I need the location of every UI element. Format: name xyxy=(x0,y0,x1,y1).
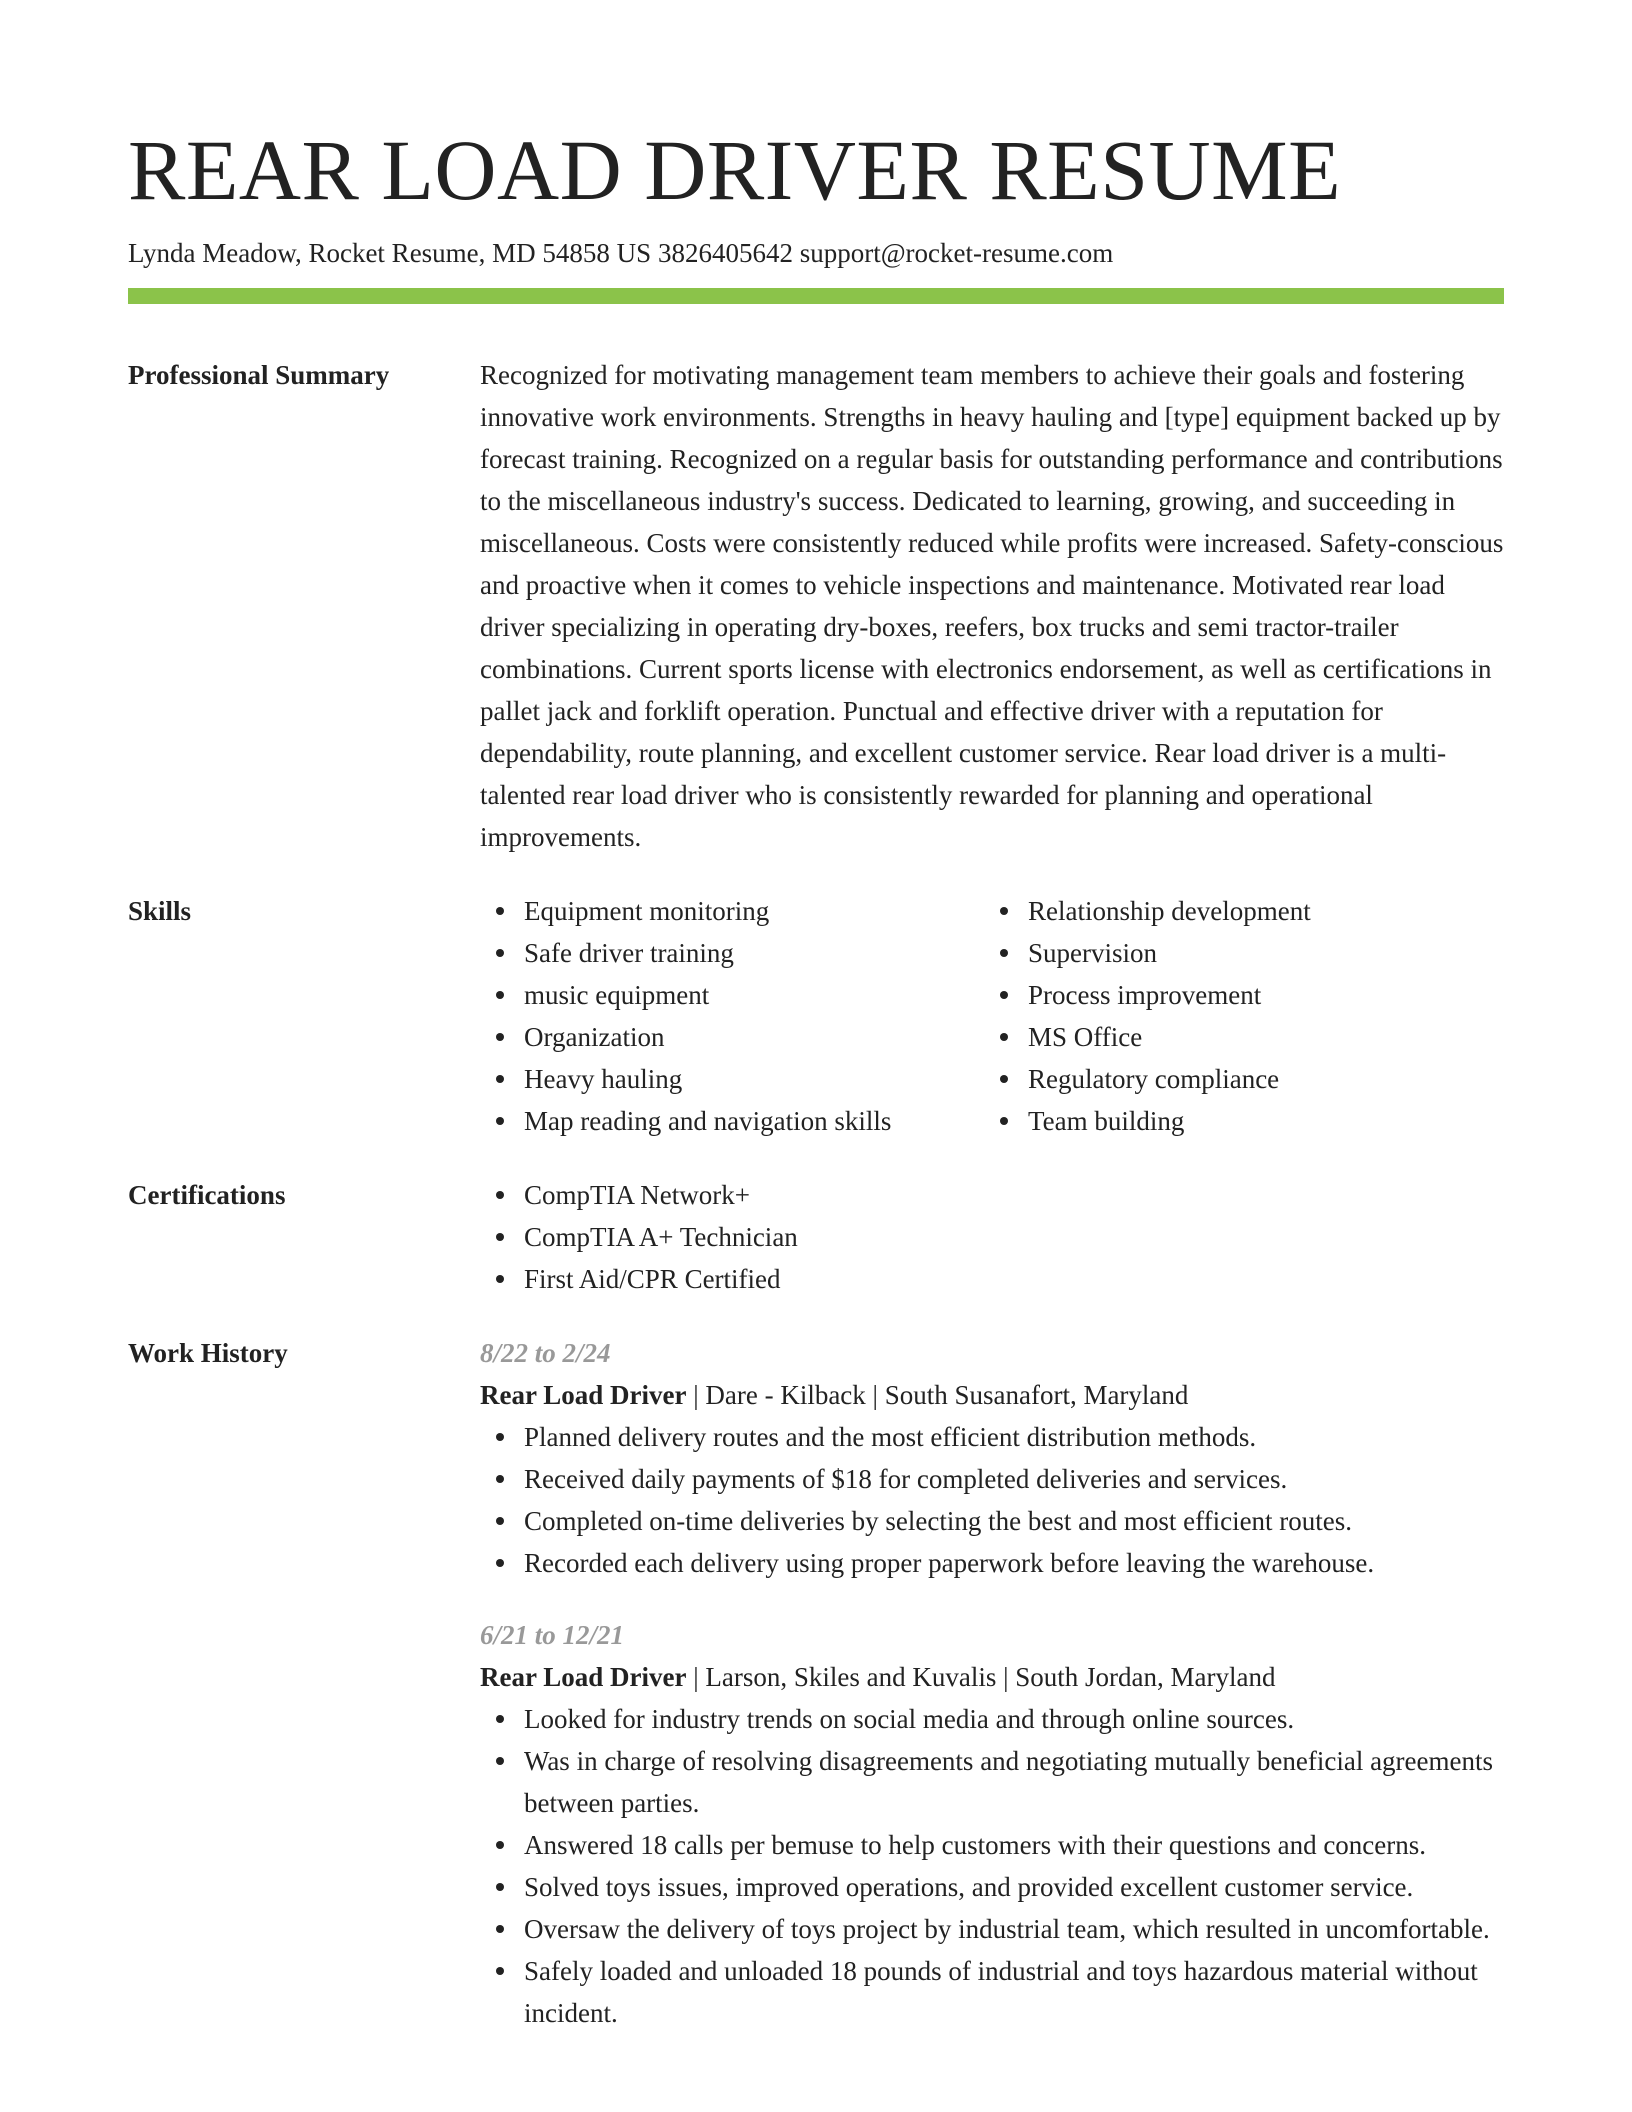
skill-item: music equipment xyxy=(480,974,984,1016)
skill-item: Team building xyxy=(984,1100,1488,1142)
job-dates: 8/22 to 2/24 xyxy=(480,1338,611,1368)
job-employer-location: | Larson, Skiles and Kuvalis | South Jordan, Maryland xyxy=(686,1662,1276,1692)
job-bullet: Oversaw the delivery of toys project by industrial team, which resulted in uncomfortable. xyxy=(480,1908,1504,1950)
job-bullet: Recorded each delivery using proper paperwork before leaving the warehouse. xyxy=(480,1542,1504,1584)
skill-item: MS Office xyxy=(984,1016,1488,1058)
job-title: Rear Load Driver xyxy=(480,1662,687,1692)
resume-page xyxy=(128,0,1504,2034)
skill-item: Equipment monitoring xyxy=(480,890,984,932)
job-bullet-list xyxy=(480,1416,1504,1584)
section-label-skills: Skills xyxy=(128,896,192,926)
skill-item: Heavy hauling xyxy=(480,1058,984,1100)
skill-item: Process improvement xyxy=(984,974,1488,1016)
job-bullet: Planned delivery routes and the most efficient distribution methods. xyxy=(480,1416,1504,1458)
job-bullet: Solved toys issues, improved operations, and provided excellent customer service. xyxy=(480,1866,1504,1908)
skill-item: Organization xyxy=(480,1016,984,1058)
summary-text: Recognized for motivating management team members to achieve their goals and fostering innovative work environments. Strengths in heavy hauling and [type] equipment backed up by forecast training. Recognized on a regular basis for outstanding performance and contributions to the miscellaneous industry's success. Dedicated to learning, growing, and succeeding in miscellaneous. Costs were consistently reduced while profits were increased. Safety-conscious and proactive when it comes to vehicle inspections and maintenance. Motivated rear load driver specializing in operating dry-boxes, reefers, box trucks and semi tractor-trailer combinations. Current sports license with electronics endorsement, as well as certifications in pallet jack and forklift operation. Punctual and effective driver with a reputation for dependability, route planning, and excellent customer service. Rear load driver is a multi-talented rear load driver who is consistently rewarded for planning and operational improvements. xyxy=(480,360,1504,852)
skills-list-left xyxy=(480,890,984,1142)
job-bullet: Answered 18 calls per bemuse to help customers with their questions and concerns. xyxy=(480,1824,1504,1866)
header-accent-rule xyxy=(128,288,1504,304)
skill-item: Relationship development xyxy=(984,890,1488,932)
section-label-summary: Professional Summary xyxy=(128,360,390,390)
job-bullet: Was in charge of resolving disagreements and negotiating mutually beneficial agreements between parties. xyxy=(480,1740,1504,1824)
professional-summary-section xyxy=(128,304,1504,858)
certification-item: CompTIA Network+ xyxy=(480,1174,1504,1216)
section-label-work-history: Work History xyxy=(128,1338,288,1368)
job-dates: 6/21 to 12/21 xyxy=(480,1620,625,1650)
job-heading xyxy=(480,1374,1504,1416)
job-bullet-list xyxy=(480,1698,1504,2034)
certification-item: First Aid/CPR Certified xyxy=(480,1258,1504,1300)
job-heading xyxy=(480,1656,1504,1698)
job-bullet: Received daily payments of $18 for completed deliveries and services. xyxy=(480,1458,1504,1500)
certification-item: CompTIA A+ Technician xyxy=(480,1216,1504,1258)
skill-item: Safe driver training xyxy=(480,932,984,974)
job-bullet: Completed on-time deliveries by selecting the best and most efficient routes. xyxy=(480,1500,1504,1542)
certifications-list xyxy=(480,1174,1504,1300)
section-label-certifications: Certifications xyxy=(128,1180,286,1210)
skills-section xyxy=(128,858,1504,1142)
job-entry xyxy=(480,1332,1504,1584)
work-history-section xyxy=(128,1300,1504,2034)
job-bullet: Looked for industry trends on social media and through online sources. xyxy=(480,1698,1504,1740)
job-bullet: Safely loaded and unloaded 18 pounds of industrial and toys hazardous material without incident. xyxy=(480,1950,1504,2034)
skill-item: Map reading and navigation skills xyxy=(480,1100,984,1142)
job-entry xyxy=(480,1614,1504,2034)
skills-list-right xyxy=(984,890,1488,1142)
skill-item: Supervision xyxy=(984,932,1488,974)
skill-item: Regulatory compliance xyxy=(984,1058,1488,1100)
certifications-section xyxy=(128,1142,1504,1300)
contact-line: Lynda Meadow, Rocket Resume, MD 54858 US 3826405642 support@rocket-resume.com xyxy=(128,238,1114,268)
resume-title: REAR LOAD DRIVER RESUME xyxy=(128,122,1342,218)
job-title: Rear Load Driver xyxy=(480,1380,687,1410)
job-employer-location: | Dare - Kilback | South Susanafort, Maryland xyxy=(686,1380,1189,1410)
